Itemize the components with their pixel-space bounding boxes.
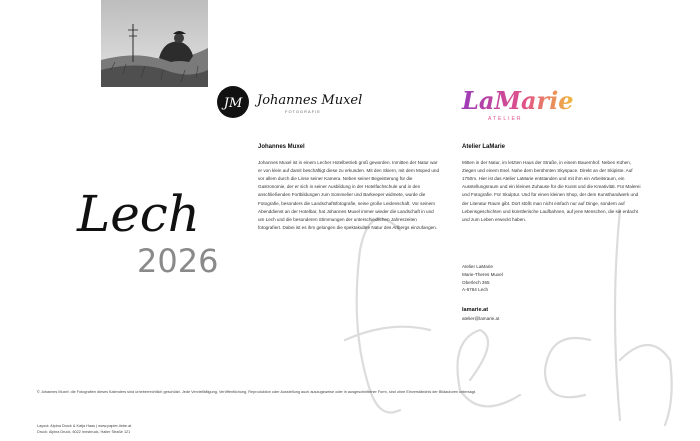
lamarie-logo	[462, 82, 574, 126]
photo-landscape-graphic	[101, 0, 208, 87]
atelier-description	[462, 143, 642, 224]
atelier-address	[462, 263, 503, 294]
layout-credit: Layout: Alpina Druck & Katja Haas | www.papier-liebe.at	[37, 424, 132, 428]
lamarie-wordmark	[462, 82, 574, 126]
photographer-bio	[258, 143, 440, 232]
johannes-muxel-logo	[213, 82, 363, 122]
atelier-paragraph: Mitten in der Natur, im letzten Haus der Straße, in einem Bauernhof. Neben Kühen, Ziegen und einem Esel. Nahe dem berühmten Skyspace. Direkt an der Skipiste. Auf 1750m. Hier ist das Atelier LaMarie entstanden und mit ihm ein Arbeitsraum, ein Ausstellungsraum und ein kleines Zuhause für die Kunst und die Kreativität. Für Malerei und Fotografie. Für Skulptur. Und für einen kleinen Shop, der dem Kunsthandwerk und der Literatur Raum gibt. Dort stößt man nicht einfach nur auf Dinge, sondern auf Lebensgeschichten und künstlerische Laufbahnen, auf jene Menschen, die sie erdacht und zum Leben erweckt haben.	[462, 160, 641, 222]
cover-photo	[101, 0, 208, 87]
lamarie-name: LaMarie	[462, 86, 574, 115]
atelier-email-link[interactable]: atelier@lamarie.at	[462, 316, 500, 321]
monogram-badge-icon	[213, 82, 363, 122]
atelier-heading: Atelier LaMarie	[462, 144, 506, 150]
footer-credits	[37, 423, 131, 435]
title-year: 2026	[137, 242, 219, 280]
address-line: Atelier LaMarie	[462, 264, 493, 269]
atelier-website-link[interactable]: lamarie.at	[462, 307, 489, 313]
signature-text: Johannes Muxel	[257, 93, 363, 108]
print-credit: Druck: Alpina Druck, 6022 Innsbruck, Haller Straße 121	[37, 430, 131, 434]
calendar-title	[75, 176, 240, 286]
photographer-heading: Johannes Muxel	[258, 144, 305, 150]
monogram-text: JM	[223, 96, 243, 111]
fotografie-label: FOTOGRAFIE	[285, 109, 321, 114]
atelier-label: ATELIER	[488, 116, 523, 122]
address-line: Marie-Theres Muxel	[462, 271, 503, 277]
title-word: Lech	[77, 185, 200, 243]
photographer-paragraph: Johannes Muxel ist in einem Lecher Hotelbetrieb groß geworden. Inmitten der Natur war er von klein auf damit beschäftigt diese zu erkunden. Mit den Skiern, mit dem Moped und vor allem durch die Linse seiner Kamera. Neben seiner Begeisterung für die Gastronomie, der er sich in seiner Ausbildung in der Hotelfachschule und in den anschließenden Fortbildungen zum Sommelier und Barkeeper widmete, wurde die Fotografie, besonders die Landschaftsfotografie, seine große Leidenschaft. Vor seinem Abenddienst an der Hotelbar, hat Johannes Muxel immer wieder die Landschaft in und um Lech und die besonderen Stimmungen der unterschiedlichen Jahreszeiten fotografiert. Dabei ist es ihm gelungen die spektakuläre Natur des Arlbergs einzufangen.	[258, 160, 440, 230]
address-line: A-6764 Lech	[462, 287, 489, 293]
copyright-notice: © Johannes Muxel: die Fotografien dieses Kalenders sind urheberrechtlich geschützt. Jede Vervielfältigung, Veröffentlichung, Reproduktion oder Ausstellung auch auszugsweise oder in ausgeschnittener Form, sind ohne Einverständnis der Bildautoren untersagt.	[37, 390, 476, 394]
address-line: Oberlech 365	[462, 279, 490, 285]
lech-2026-lettering	[75, 176, 240, 286]
